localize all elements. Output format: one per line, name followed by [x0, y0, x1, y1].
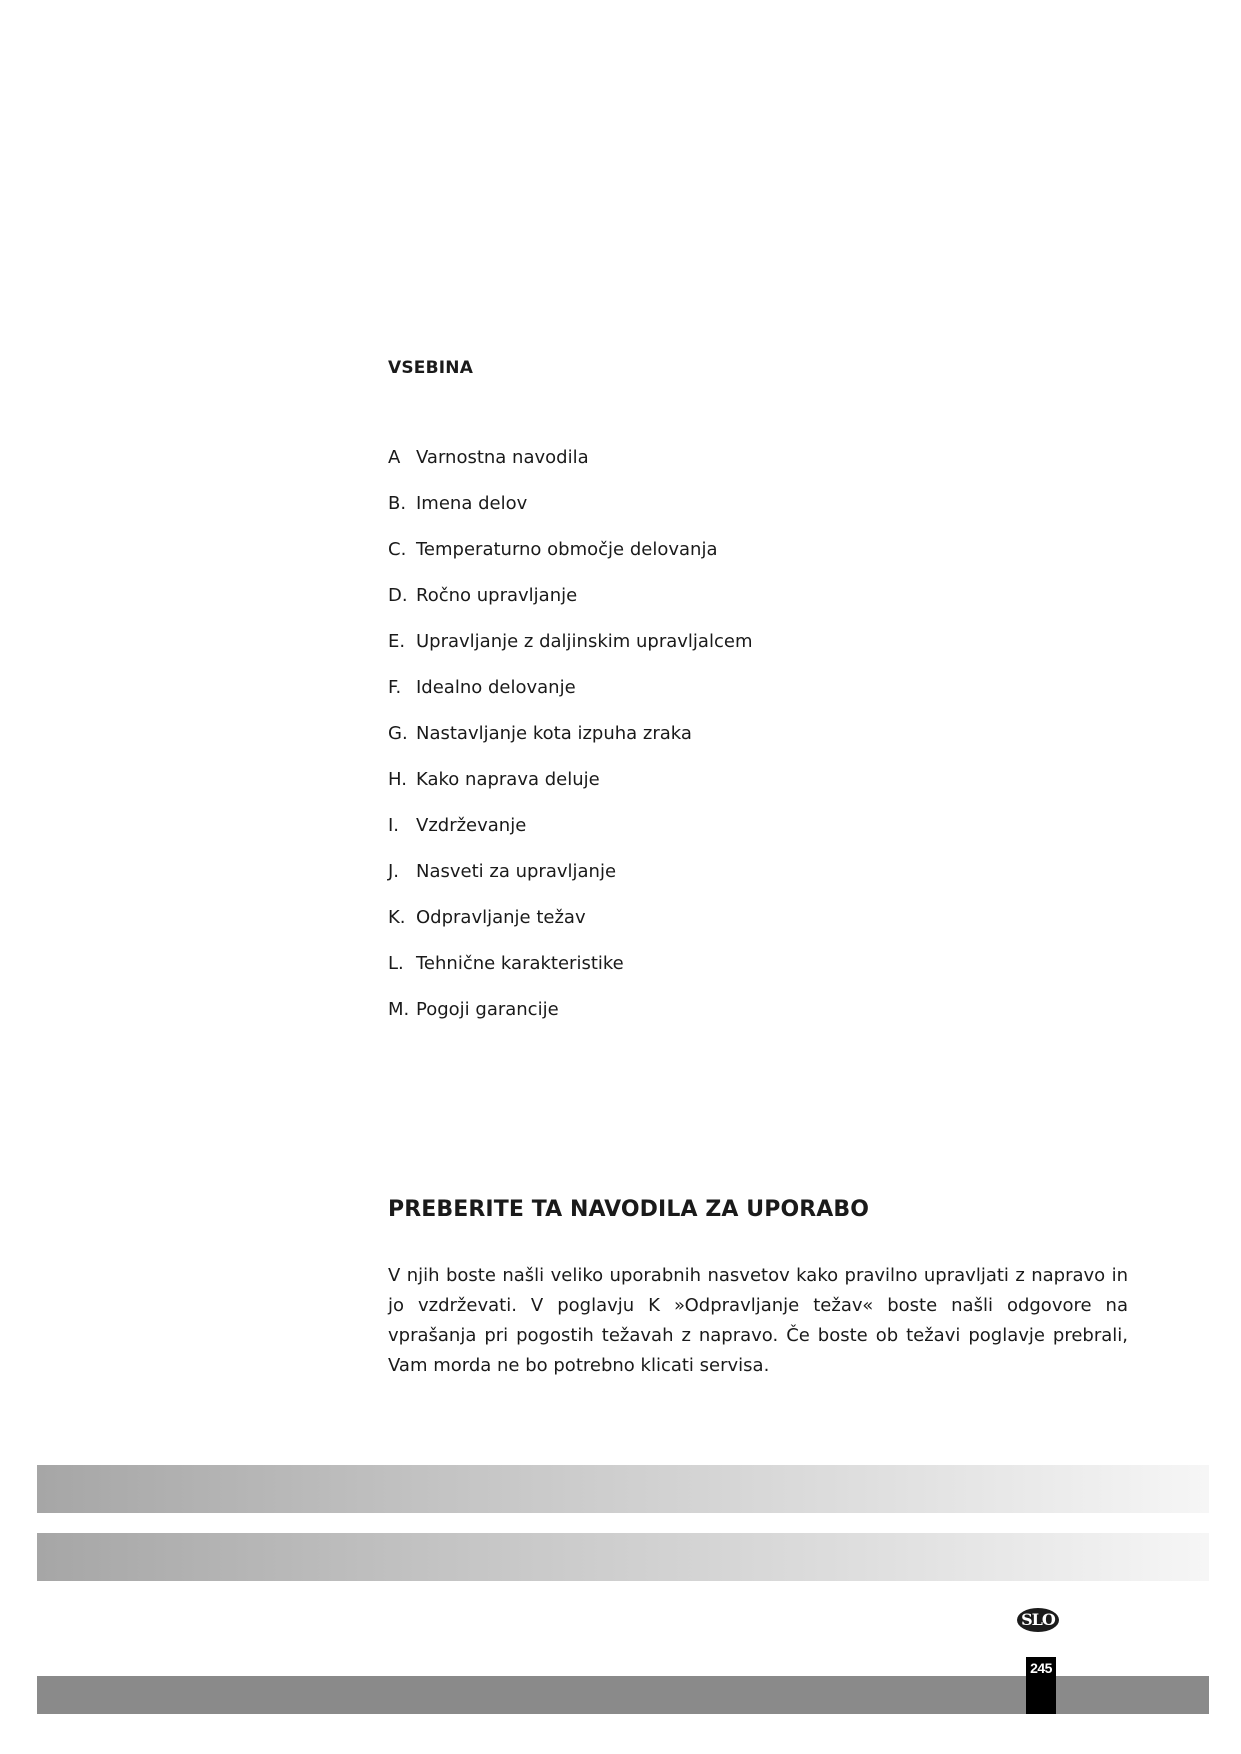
toc-item-text: Kako naprava deluje: [416, 769, 600, 790]
toc-item-letter: I.: [388, 815, 400, 836]
toc-item-text: Nasveti za upravljanje: [416, 861, 617, 882]
page-number-tab: [1026, 1657, 1056, 1714]
toc-item-text: Temperaturno območje delovanja: [416, 539, 718, 560]
toc-item: [388, 816, 752, 836]
toc-item: [388, 862, 752, 882]
toc-item-text: Odpravljanje težav: [416, 907, 586, 928]
toc-item-letter: C.: [388, 539, 407, 560]
toc-item-text: Pogoji garancije: [416, 999, 559, 1020]
toc-item-letter: J.: [388, 861, 400, 882]
toc-item-text: Imena delov: [416, 493, 528, 514]
decorative-band-top: [37, 1465, 1209, 1513]
toc-item: [388, 540, 752, 560]
section-title: PREBERITE TA NAVODILA ZA UPORABO: [388, 1197, 870, 1222]
toc-item-letter: G.: [388, 723, 408, 744]
toc-item-text: Varnostna navodila: [416, 447, 589, 468]
toc-heading: VSEBINA: [388, 358, 474, 378]
page-number: 245: [1030, 1660, 1052, 1676]
toc-item: [388, 586, 752, 606]
toc-item: [388, 770, 752, 790]
toc-item-letter: M.: [388, 999, 410, 1020]
toc-item: [388, 908, 752, 928]
toc-item-letter: E.: [388, 631, 406, 652]
toc-item-text: Nastavljanje kota izpuha zraka: [416, 723, 692, 744]
toc-item: [388, 494, 752, 514]
toc-item: [388, 632, 752, 652]
language-badge: SLO: [1017, 1608, 1059, 1632]
toc-item: [388, 1000, 752, 1020]
decorative-band-bottom: [37, 1533, 1209, 1581]
toc-item-letter: F.: [388, 677, 402, 698]
intro-paragraph: V njih boste našli veliko uporabnih nasvetov kako pravilno upravljati z napravo in jo vzdrževati. V poglavju K »Odpravljanje težav« boste našli odgovore na vprašanja pri pogostih težavah z napravo. Če boste ob težavi poglavje prebrali, Vam morda ne bo potrebno klicati servisa.: [388, 1265, 1128, 1376]
toc-item-letter: A: [388, 447, 401, 468]
toc-item-text: Idealno delovanje: [416, 677, 576, 698]
toc-item-letter: H.: [388, 769, 407, 790]
toc-item-letter: B.: [388, 493, 407, 514]
toc-item-letter: K.: [388, 907, 406, 928]
toc-item-text: Upravljanje z daljinskim upravljalcem: [416, 631, 753, 652]
toc-item-letter: L.: [388, 953, 404, 974]
toc-item: [388, 448, 752, 468]
toc-item-text: Ročno upravljanje: [416, 585, 578, 606]
toc-item: [388, 954, 752, 974]
toc-list: [388, 448, 752, 1046]
toc-item-text: Tehnične karakteristike: [416, 953, 624, 974]
toc-item: [388, 678, 752, 698]
toc-item-letter: D.: [388, 585, 408, 606]
toc-item: [388, 724, 752, 744]
toc-item-text: Vzdrževanje: [416, 815, 527, 836]
